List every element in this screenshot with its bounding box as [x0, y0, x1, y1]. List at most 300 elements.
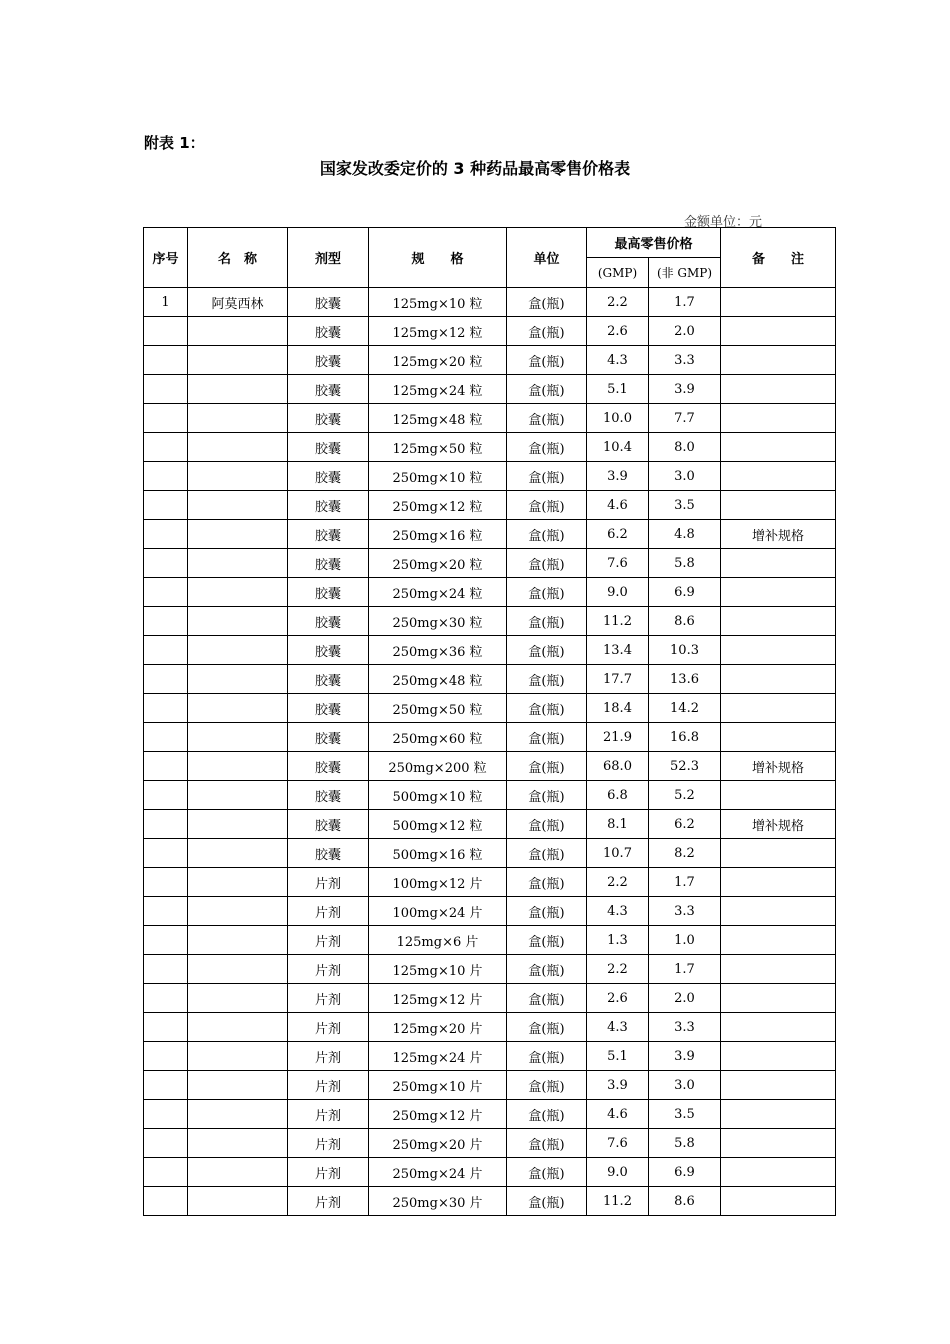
- cell-name: [188, 607, 288, 636]
- cell-remark: [721, 955, 836, 984]
- cell-name: [188, 1129, 288, 1158]
- cell-spec: 125mg×6 片: [369, 926, 507, 955]
- cell-remark: [721, 375, 836, 404]
- cell-name: [188, 1158, 288, 1187]
- cell-seq: [144, 1013, 188, 1042]
- table-row: [144, 868, 836, 897]
- cell-gmp: 2.2: [587, 288, 649, 317]
- table-row: [144, 694, 836, 723]
- cell-unit: 盒(瓶): [507, 752, 587, 781]
- cell-non-gmp: 3.0: [649, 462, 721, 491]
- cell-remark: [721, 1100, 836, 1129]
- cell-unit: 盒(瓶): [507, 346, 587, 375]
- cell-gmp: 6.8: [587, 781, 649, 810]
- cell-non-gmp: 16.8: [649, 723, 721, 752]
- cell-spec: 250mg×200 粒: [369, 752, 507, 781]
- table-row: [144, 288, 836, 317]
- cell-gmp: 21.9: [587, 723, 649, 752]
- cell-name: [188, 1187, 288, 1216]
- cell-form: 胶囊: [288, 491, 369, 520]
- cell-seq: [144, 404, 188, 433]
- cell-remark: [721, 578, 836, 607]
- cell-unit: 盒(瓶): [507, 984, 587, 1013]
- cell-unit: 盒(瓶): [507, 462, 587, 491]
- cell-unit: 盒(瓶): [507, 636, 587, 665]
- cell-non-gmp: 6.9: [649, 578, 721, 607]
- cell-non-gmp: 1.7: [649, 955, 721, 984]
- cell-spec: 125mg×10 片: [369, 955, 507, 984]
- cell-form: 片剂: [288, 984, 369, 1013]
- cell-non-gmp: 14.2: [649, 694, 721, 723]
- cell-form: 胶囊: [288, 665, 369, 694]
- cell-non-gmp: 8.6: [649, 1187, 721, 1216]
- cell-remark: [721, 1158, 836, 1187]
- cell-unit: 盒(瓶): [507, 433, 587, 462]
- cell-form: 胶囊: [288, 781, 369, 810]
- cell-form: 胶囊: [288, 694, 369, 723]
- col-header-remark: 备 注: [721, 228, 836, 288]
- cell-form: 胶囊: [288, 433, 369, 462]
- col-header-unit: 单位: [507, 228, 587, 288]
- table-row: [144, 839, 836, 868]
- cell-form: 片剂: [288, 897, 369, 926]
- cell-spec: 250mg×10 片: [369, 1071, 507, 1100]
- cell-seq: [144, 781, 188, 810]
- cell-seq: [144, 694, 188, 723]
- cell-seq: [144, 926, 188, 955]
- table-row: [144, 1100, 836, 1129]
- header-row: [144, 228, 836, 258]
- cell-gmp: 11.2: [587, 607, 649, 636]
- table-row: [144, 491, 836, 520]
- table-row: [144, 1187, 836, 1216]
- cell-remark: [721, 1129, 836, 1158]
- cell-spec: 125mg×12 片: [369, 984, 507, 1013]
- cell-remark: [721, 665, 836, 694]
- cell-name: [188, 549, 288, 578]
- col-header-name: 名 称: [188, 228, 288, 288]
- cell-non-gmp: 6.9: [649, 1158, 721, 1187]
- cell-name: 阿莫西林: [188, 288, 288, 317]
- cell-unit: 盒(瓶): [507, 897, 587, 926]
- cell-non-gmp: 2.0: [649, 317, 721, 346]
- cell-spec: 250mg×20 片: [369, 1129, 507, 1158]
- attachment-label: 附表 1：: [144, 134, 205, 152]
- cell-gmp: 7.6: [587, 1129, 649, 1158]
- cell-spec: 250mg×20 粒: [369, 549, 507, 578]
- cell-form: 胶囊: [288, 288, 369, 317]
- cell-name: [188, 1071, 288, 1100]
- cell-remark: [721, 462, 836, 491]
- cell-gmp: 11.2: [587, 1187, 649, 1216]
- cell-gmp: 7.6: [587, 549, 649, 578]
- cell-form: 片剂: [288, 926, 369, 955]
- cell-form: 胶囊: [288, 810, 369, 839]
- cell-seq: [144, 1042, 188, 1071]
- cell-unit: 盒(瓶): [507, 1071, 587, 1100]
- cell-seq: [144, 578, 188, 607]
- cell-gmp: 13.4: [587, 636, 649, 665]
- cell-unit: 盒(瓶): [507, 1042, 587, 1071]
- cell-name: [188, 752, 288, 781]
- cell-remark: [721, 433, 836, 462]
- cell-gmp: 3.9: [587, 1071, 649, 1100]
- cell-non-gmp: 1.7: [649, 288, 721, 317]
- cell-unit: 盒(瓶): [507, 375, 587, 404]
- cell-non-gmp: 10.3: [649, 636, 721, 665]
- cell-non-gmp: 52.3: [649, 752, 721, 781]
- cell-remark: [721, 549, 836, 578]
- cell-remark: [721, 636, 836, 665]
- cell-gmp: 2.2: [587, 868, 649, 897]
- cell-spec: 125mg×20 片: [369, 1013, 507, 1042]
- cell-spec: 250mg×30 片: [369, 1187, 507, 1216]
- cell-non-gmp: 3.9: [649, 375, 721, 404]
- cell-name: [188, 1042, 288, 1071]
- col-header-spec: 规 格: [369, 228, 507, 288]
- cell-seq: [144, 1187, 188, 1216]
- cell-spec: 250mg×10 粒: [369, 462, 507, 491]
- cell-non-gmp: 3.3: [649, 1013, 721, 1042]
- cell-name: [188, 317, 288, 346]
- cell-name: [188, 404, 288, 433]
- cell-name: [188, 955, 288, 984]
- cell-unit: 盒(瓶): [507, 1158, 587, 1187]
- cell-remark: [721, 926, 836, 955]
- table-row: [144, 897, 836, 926]
- cell-unit: 盒(瓶): [507, 926, 587, 955]
- cell-spec: 125mg×12 粒: [369, 317, 507, 346]
- cell-name: [188, 636, 288, 665]
- cell-name: [188, 491, 288, 520]
- table-body: [144, 288, 836, 1216]
- table-row: [144, 723, 836, 752]
- cell-form: 片剂: [288, 1129, 369, 1158]
- table-row: [144, 520, 836, 549]
- cell-spec: 125mg×10 粒: [369, 288, 507, 317]
- cell-form: 胶囊: [288, 346, 369, 375]
- cell-seq: [144, 462, 188, 491]
- cell-seq: [144, 491, 188, 520]
- cell-non-gmp: 3.9: [649, 1042, 721, 1071]
- cell-seq: 1: [144, 288, 188, 317]
- cell-remark: [721, 868, 836, 897]
- cell-unit: 盒(瓶): [507, 665, 587, 694]
- table-row: [144, 984, 836, 1013]
- cell-remark: 增补规格: [721, 810, 836, 839]
- cell-unit: 盒(瓶): [507, 549, 587, 578]
- col-header-gmp: (GMP): [587, 258, 649, 288]
- cell-name: [188, 781, 288, 810]
- table-row: [144, 375, 836, 404]
- cell-name: [188, 723, 288, 752]
- cell-form: 胶囊: [288, 404, 369, 433]
- cell-unit: 盒(瓶): [507, 955, 587, 984]
- table-row: [144, 346, 836, 375]
- cell-non-gmp: 7.7: [649, 404, 721, 433]
- cell-gmp: 10.7: [587, 839, 649, 868]
- table-row: [144, 665, 836, 694]
- cell-non-gmp: 5.8: [649, 549, 721, 578]
- cell-spec: 500mg×10 粒: [369, 781, 507, 810]
- cell-name: [188, 868, 288, 897]
- cell-unit: 盒(瓶): [507, 810, 587, 839]
- cell-non-gmp: 1.7: [649, 868, 721, 897]
- cell-gmp: 17.7: [587, 665, 649, 694]
- table-row: [144, 636, 836, 665]
- cell-seq: [144, 520, 188, 549]
- cell-gmp: 68.0: [587, 752, 649, 781]
- cell-spec: 500mg×16 粒: [369, 839, 507, 868]
- table-row: [144, 578, 836, 607]
- cell-spec: 250mg×48 粒: [369, 665, 507, 694]
- cell-unit: 盒(瓶): [507, 1013, 587, 1042]
- cell-gmp: 6.2: [587, 520, 649, 549]
- table-row: [144, 317, 836, 346]
- cell-gmp: 5.1: [587, 1042, 649, 1071]
- cell-name: [188, 839, 288, 868]
- cell-remark: [721, 607, 836, 636]
- cell-spec: 250mg×36 粒: [369, 636, 507, 665]
- cell-unit: 盒(瓶): [507, 1100, 587, 1129]
- cell-remark: [721, 897, 836, 926]
- cell-remark: [721, 781, 836, 810]
- cell-form: 片剂: [288, 1042, 369, 1071]
- cell-spec: 250mg×50 粒: [369, 694, 507, 723]
- cell-non-gmp: 4.8: [649, 520, 721, 549]
- cell-gmp: 3.9: [587, 462, 649, 491]
- cell-seq: [144, 1158, 188, 1187]
- table-row: [144, 1071, 836, 1100]
- cell-form: 胶囊: [288, 375, 369, 404]
- cell-seq: [144, 1129, 188, 1158]
- cell-non-gmp: 8.6: [649, 607, 721, 636]
- cell-unit: 盒(瓶): [507, 491, 587, 520]
- cell-non-gmp: 8.2: [649, 839, 721, 868]
- cell-spec: 100mg×24 片: [369, 897, 507, 926]
- cell-seq: [144, 375, 188, 404]
- cell-form: 胶囊: [288, 462, 369, 491]
- cell-seq: [144, 346, 188, 375]
- cell-non-gmp: 5.2: [649, 781, 721, 810]
- cell-name: [188, 462, 288, 491]
- cell-spec: 250mg×12 片: [369, 1100, 507, 1129]
- cell-spec: 250mg×24 粒: [369, 578, 507, 607]
- cell-form: 胶囊: [288, 607, 369, 636]
- cell-unit: 盒(瓶): [507, 868, 587, 897]
- cell-seq: [144, 868, 188, 897]
- cell-unit: 盒(瓶): [507, 1129, 587, 1158]
- cell-spec: 250mg×24 片: [369, 1158, 507, 1187]
- cell-unit: 盒(瓶): [507, 1187, 587, 1216]
- cell-remark: 增补规格: [721, 520, 836, 549]
- cell-spec: 500mg×12 粒: [369, 810, 507, 839]
- cell-unit: 盒(瓶): [507, 781, 587, 810]
- cell-remark: [721, 346, 836, 375]
- cell-spec: 100mg×12 片: [369, 868, 507, 897]
- cell-gmp: 2.2: [587, 955, 649, 984]
- cell-remark: [721, 694, 836, 723]
- table-row: [144, 926, 836, 955]
- cell-remark: 增补规格: [721, 752, 836, 781]
- cell-seq: [144, 1071, 188, 1100]
- cell-form: 片剂: [288, 1071, 369, 1100]
- cell-name: [188, 665, 288, 694]
- cell-unit: 盒(瓶): [507, 578, 587, 607]
- cell-unit: 盒(瓶): [507, 607, 587, 636]
- table-row: [144, 752, 836, 781]
- cell-seq: [144, 839, 188, 868]
- cell-non-gmp: 2.0: [649, 984, 721, 1013]
- table-row: [144, 549, 836, 578]
- cell-unit: 盒(瓶): [507, 404, 587, 433]
- cell-seq: [144, 752, 188, 781]
- cell-non-gmp: 8.0: [649, 433, 721, 462]
- cell-seq: [144, 984, 188, 1013]
- cell-gmp: 18.4: [587, 694, 649, 723]
- cell-spec: 250mg×30 粒: [369, 607, 507, 636]
- cell-unit: 盒(瓶): [507, 694, 587, 723]
- cell-spec: 125mg×24 粒: [369, 375, 507, 404]
- cell-non-gmp: 13.6: [649, 665, 721, 694]
- unit-note: 金额单位：元: [684, 215, 763, 230]
- cell-form: 胶囊: [288, 723, 369, 752]
- cell-gmp: 4.3: [587, 897, 649, 926]
- cell-form: 胶囊: [288, 549, 369, 578]
- cell-name: [188, 346, 288, 375]
- cell-name: [188, 1100, 288, 1129]
- cell-name: [188, 926, 288, 955]
- cell-spec: 125mg×50 粒: [369, 433, 507, 462]
- table-row: [144, 462, 836, 491]
- cell-name: [188, 810, 288, 839]
- cell-name: [188, 520, 288, 549]
- cell-non-gmp: 5.8: [649, 1129, 721, 1158]
- cell-name: [188, 1013, 288, 1042]
- cell-seq: [144, 1100, 188, 1129]
- cell-gmp: 9.0: [587, 1158, 649, 1187]
- cell-seq: [144, 636, 188, 665]
- cell-seq: [144, 810, 188, 839]
- table-row: [144, 1158, 836, 1187]
- cell-remark: [721, 723, 836, 752]
- table-row: [144, 1042, 836, 1071]
- cell-non-gmp: 3.0: [649, 1071, 721, 1100]
- cell-name: [188, 984, 288, 1013]
- col-header-seq: 序号: [144, 228, 188, 288]
- cell-remark: [721, 1187, 836, 1216]
- cell-name: [188, 897, 288, 926]
- cell-spec: 125mg×20 粒: [369, 346, 507, 375]
- table-row: [144, 955, 836, 984]
- cell-unit: 盒(瓶): [507, 288, 587, 317]
- cell-spec: 250mg×12 粒: [369, 491, 507, 520]
- cell-remark: [721, 984, 836, 1013]
- cell-unit: 盒(瓶): [507, 839, 587, 868]
- cell-seq: [144, 955, 188, 984]
- cell-name: [188, 375, 288, 404]
- cell-form: 片剂: [288, 1187, 369, 1216]
- cell-spec: 250mg×16 粒: [369, 520, 507, 549]
- cell-remark: [721, 404, 836, 433]
- cell-gmp: 4.6: [587, 491, 649, 520]
- cell-spec: 125mg×24 片: [369, 1042, 507, 1071]
- cell-seq: [144, 433, 188, 462]
- cell-seq: [144, 897, 188, 926]
- col-header-max-price: 最高零售价格: [587, 228, 721, 258]
- table-row: [144, 607, 836, 636]
- table-row: [144, 781, 836, 810]
- cell-spec: 250mg×60 粒: [369, 723, 507, 752]
- cell-seq: [144, 607, 188, 636]
- cell-gmp: 9.0: [587, 578, 649, 607]
- cell-gmp: 4.3: [587, 1013, 649, 1042]
- cell-gmp: 10.4: [587, 433, 649, 462]
- cell-name: [188, 578, 288, 607]
- cell-seq: [144, 549, 188, 578]
- cell-gmp: 1.3: [587, 926, 649, 955]
- cell-remark: [721, 1042, 836, 1071]
- cell-gmp: 4.3: [587, 346, 649, 375]
- cell-gmp: 10.0: [587, 404, 649, 433]
- price-table: [143, 227, 836, 1216]
- col-header-non-gmp: (非 GMP): [649, 258, 721, 288]
- cell-form: 片剂: [288, 1013, 369, 1042]
- cell-form: 胶囊: [288, 520, 369, 549]
- table-row: [144, 433, 836, 462]
- cell-seq: [144, 723, 188, 752]
- cell-name: [188, 694, 288, 723]
- cell-non-gmp: 3.3: [649, 897, 721, 926]
- cell-spec: 125mg×48 粒: [369, 404, 507, 433]
- table-row: [144, 810, 836, 839]
- cell-remark: [721, 288, 836, 317]
- cell-remark: [721, 1071, 836, 1100]
- cell-seq: [144, 317, 188, 346]
- cell-gmp: 2.6: [587, 317, 649, 346]
- cell-non-gmp: 1.0: [649, 926, 721, 955]
- cell-name: [188, 433, 288, 462]
- cell-form: 片剂: [288, 1100, 369, 1129]
- cell-non-gmp: 3.5: [649, 1100, 721, 1129]
- cell-unit: 盒(瓶): [507, 317, 587, 346]
- cell-form: 胶囊: [288, 752, 369, 781]
- cell-form: 胶囊: [288, 317, 369, 346]
- cell-form: 片剂: [288, 868, 369, 897]
- cell-non-gmp: 3.5: [649, 491, 721, 520]
- cell-remark: [721, 317, 836, 346]
- cell-gmp: 2.6: [587, 984, 649, 1013]
- cell-remark: [721, 1013, 836, 1042]
- cell-seq: [144, 665, 188, 694]
- cell-non-gmp: 6.2: [649, 810, 721, 839]
- cell-form: 胶囊: [288, 839, 369, 868]
- cell-form: 胶囊: [288, 578, 369, 607]
- table-row: [144, 404, 836, 433]
- cell-unit: 盒(瓶): [507, 520, 587, 549]
- table-row: [144, 1129, 836, 1158]
- table-row: [144, 1013, 836, 1042]
- cell-remark: [721, 839, 836, 868]
- cell-unit: 盒(瓶): [507, 723, 587, 752]
- cell-form: 片剂: [288, 1158, 369, 1187]
- cell-gmp: 4.6: [587, 1100, 649, 1129]
- cell-gmp: 5.1: [587, 375, 649, 404]
- cell-form: 片剂: [288, 955, 369, 984]
- cell-form: 胶囊: [288, 636, 369, 665]
- col-header-form: 剂型: [288, 228, 369, 288]
- cell-gmp: 8.1: [587, 810, 649, 839]
